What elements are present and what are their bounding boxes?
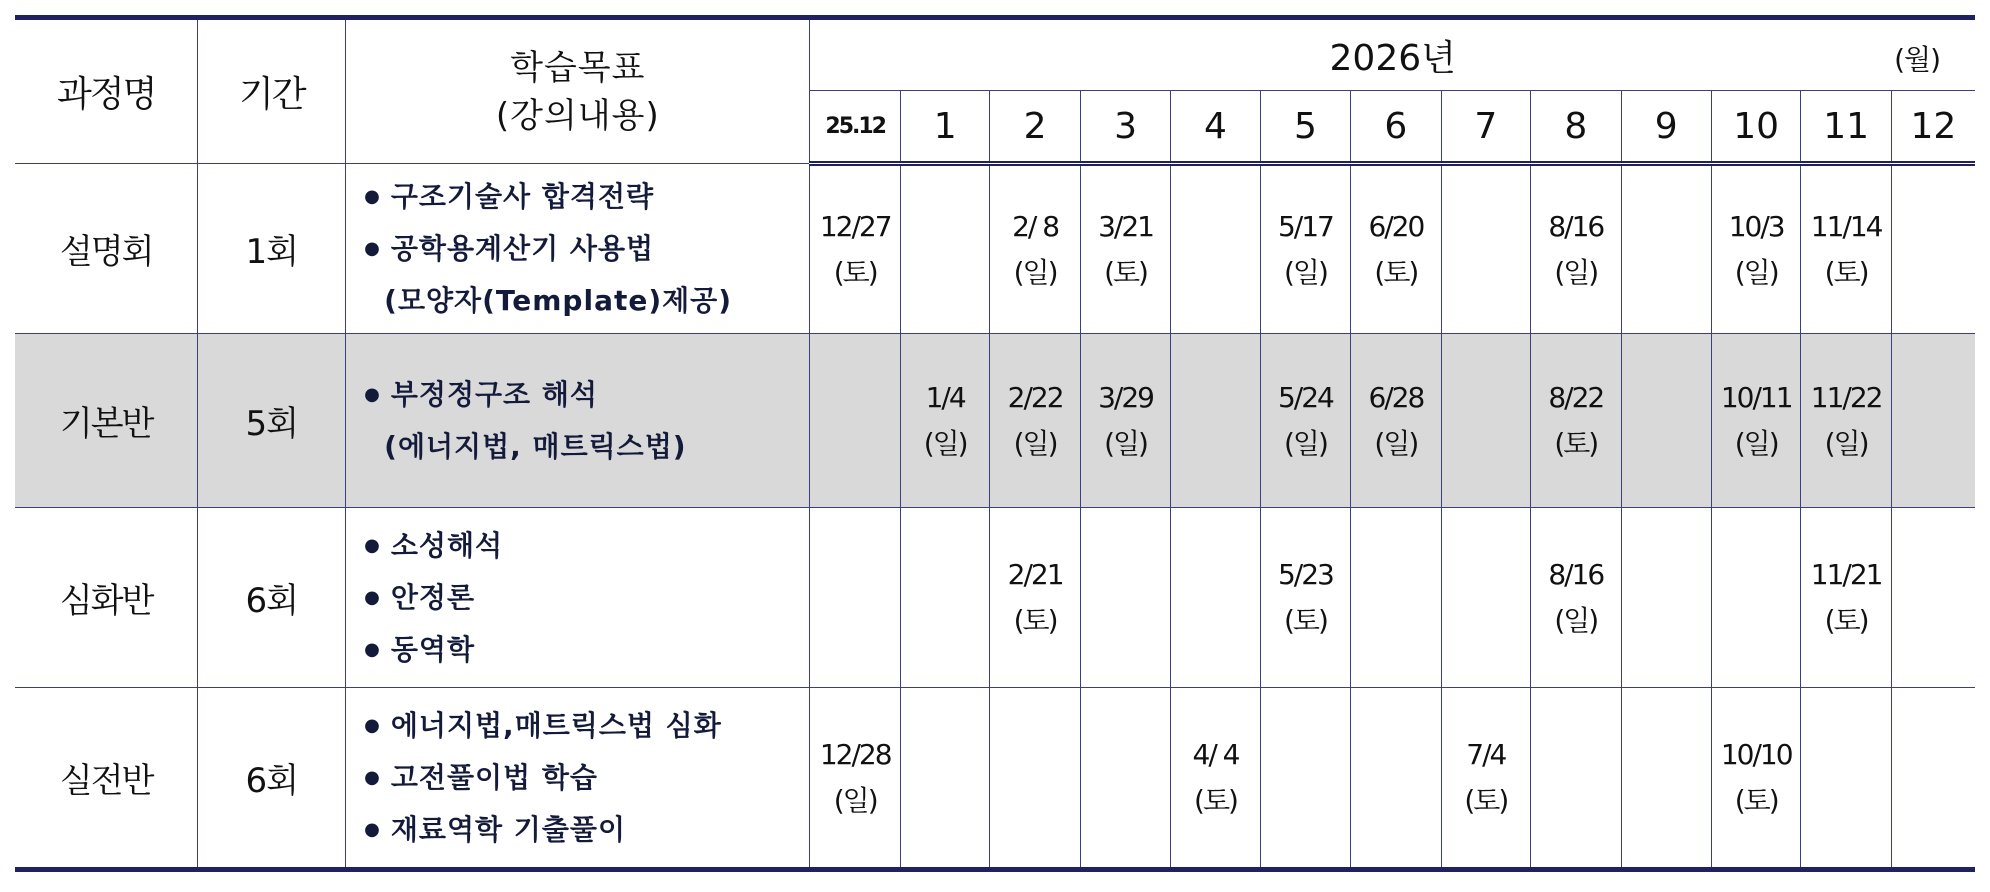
session-date: 6/28 bbox=[1368, 380, 1424, 414]
course-schedule-table bbox=[15, 15, 1975, 872]
session-date-cell bbox=[1801, 334, 1891, 508]
session-date-cell bbox=[1621, 508, 1711, 688]
session-date-cell bbox=[1531, 508, 1621, 688]
goal-text: 공학용계산기 사용법 bbox=[390, 231, 655, 265]
learning-goals-cell bbox=[346, 688, 810, 870]
goal-text: 고전풀이법 학습 bbox=[390, 760, 598, 794]
session-date: 10/10 bbox=[1720, 737, 1792, 771]
learning-goal-subtitle: (강의내용) bbox=[495, 95, 660, 136]
session-date-cell bbox=[1080, 164, 1170, 334]
session-weekday: (토) bbox=[1464, 783, 1508, 817]
session-date: 5/24 bbox=[1277, 380, 1333, 414]
session-date: 2/22 bbox=[1007, 380, 1063, 414]
month-header-cell: 9 bbox=[1621, 91, 1711, 164]
session-date-cell bbox=[1801, 508, 1891, 688]
month-header-cell: 6 bbox=[1351, 91, 1441, 164]
session-date-cell bbox=[1711, 164, 1800, 334]
session-date: 12/28 bbox=[819, 737, 891, 771]
session-date: 11/21 bbox=[1810, 557, 1882, 591]
session-date: 4/ 4 bbox=[1192, 737, 1239, 771]
goal-text: (에너지법, 매트릭스법) bbox=[384, 429, 687, 463]
session-weekday: (토) bbox=[1283, 603, 1327, 637]
session-weekday: (토) bbox=[1013, 603, 1057, 637]
session-date-cell bbox=[1441, 164, 1530, 334]
session-date-cell bbox=[1711, 508, 1800, 688]
session-weekday: (일) bbox=[1374, 426, 1418, 460]
session-date-cell bbox=[900, 508, 989, 688]
course-row bbox=[15, 688, 1975, 870]
session-date-cell bbox=[1171, 508, 1260, 688]
session-date: 11/22 bbox=[1810, 380, 1882, 414]
session-date-cell bbox=[1441, 688, 1530, 870]
session-weekday: (토) bbox=[1104, 255, 1147, 289]
bullet-icon: ● bbox=[364, 638, 381, 660]
session-date-cell bbox=[1621, 164, 1711, 334]
goal-item bbox=[364, 171, 809, 223]
period-cell: 6회 bbox=[198, 508, 346, 688]
session-date: 8/16 bbox=[1548, 209, 1604, 243]
session-weekday: (토) bbox=[1374, 255, 1418, 289]
bullet-icon: ● bbox=[364, 818, 381, 840]
session-weekday: (일) bbox=[1104, 426, 1147, 460]
session-date-cell bbox=[1891, 508, 1975, 688]
session-date-cell bbox=[810, 164, 900, 334]
goal-text: 안정론 bbox=[390, 580, 476, 614]
session-date-cell bbox=[1621, 334, 1711, 508]
session-date: 10/3 bbox=[1728, 209, 1784, 243]
period-cell: 1회 bbox=[198, 164, 346, 334]
month-header-cell: 12 bbox=[1891, 91, 1975, 164]
session-weekday: (일) bbox=[1734, 255, 1778, 289]
goal-item bbox=[364, 700, 809, 752]
month-header-cell: 7 bbox=[1441, 91, 1530, 164]
learning-goal-title: 학습목표 bbox=[510, 47, 646, 88]
goal-text: 동역학 bbox=[390, 632, 476, 666]
goal-item bbox=[364, 369, 809, 421]
course-row bbox=[15, 164, 1975, 334]
goal-item bbox=[364, 572, 809, 624]
month-header-cell: 8 bbox=[1531, 91, 1621, 164]
session-date: 5/17 bbox=[1277, 209, 1333, 243]
session-date: 6/20 bbox=[1368, 209, 1424, 243]
session-date-cell bbox=[1441, 508, 1530, 688]
goal-text: (모양자(Template)제공) bbox=[384, 283, 733, 317]
goal-text: 소성해석 bbox=[390, 528, 504, 562]
session-date: 5/23 bbox=[1277, 557, 1333, 591]
session-weekday: (일) bbox=[1013, 255, 1057, 289]
course-name-header: 과정명 bbox=[15, 18, 198, 164]
goal-item bbox=[364, 275, 809, 327]
session-date-cell bbox=[990, 164, 1080, 334]
month-header-cell: 3 bbox=[1080, 91, 1170, 164]
goal-text: 구조기술사 합격전략 bbox=[390, 179, 655, 213]
session-date-cell bbox=[810, 688, 900, 870]
goal-text: 재료역학 기출풀이 bbox=[390, 812, 626, 846]
session-date-cell bbox=[1711, 334, 1800, 508]
session-weekday: (일) bbox=[1283, 255, 1327, 289]
session-date-cell bbox=[1711, 688, 1800, 870]
session-date-cell bbox=[1891, 334, 1975, 508]
period-header: 기간 bbox=[198, 18, 346, 164]
session-date-cell bbox=[1171, 334, 1260, 508]
month-header-cell: 2 bbox=[990, 91, 1080, 164]
learning-goals-cell bbox=[346, 164, 810, 334]
session-date: 3/21 bbox=[1098, 209, 1153, 243]
bullet-icon: ● bbox=[364, 237, 381, 259]
bullet-icon: ● bbox=[364, 534, 381, 556]
session-date: 12/27 bbox=[819, 209, 891, 243]
session-date-cell bbox=[1531, 688, 1621, 870]
course-name-cell: 실전반 bbox=[15, 688, 198, 870]
session-date-cell bbox=[900, 688, 989, 870]
goal-item bbox=[364, 752, 809, 804]
learning-goal-header bbox=[346, 18, 810, 164]
goal-text: 에너지법,매트릭스법 심화 bbox=[390, 708, 722, 742]
session-date-cell bbox=[1260, 164, 1350, 334]
session-date: 2/ 8 bbox=[1012, 209, 1059, 243]
month-header-cell: 11 bbox=[1801, 91, 1891, 164]
session-weekday: (토) bbox=[1824, 255, 1868, 289]
session-weekday: (일) bbox=[1824, 426, 1868, 460]
session-weekday: (일) bbox=[1283, 426, 1327, 460]
session-date: 8/16 bbox=[1548, 557, 1604, 591]
session-date: 3/29 bbox=[1098, 380, 1153, 414]
session-weekday: (일) bbox=[1554, 255, 1598, 289]
course-name-cell: 심화반 bbox=[15, 508, 198, 688]
session-date: 8/22 bbox=[1548, 380, 1604, 414]
session-date-cell bbox=[990, 508, 1080, 688]
session-date-cell bbox=[1351, 164, 1441, 334]
goal-item bbox=[364, 804, 809, 856]
session-date-cell bbox=[1891, 164, 1975, 334]
year-label: 2026년 bbox=[1329, 37, 1456, 79]
goal-item bbox=[364, 624, 809, 676]
goal-item bbox=[364, 223, 809, 275]
session-date-cell bbox=[1351, 508, 1441, 688]
course-row bbox=[15, 334, 1975, 508]
bullet-icon: ● bbox=[364, 766, 381, 788]
session-date-cell bbox=[1080, 508, 1170, 688]
session-date: 10/11 bbox=[1720, 380, 1792, 414]
session-date-cell bbox=[810, 508, 900, 688]
session-weekday: (일) bbox=[1013, 426, 1057, 460]
session-date-cell bbox=[810, 334, 900, 508]
month-header-cell: 1 bbox=[900, 91, 989, 164]
session-date-cell bbox=[1080, 688, 1170, 870]
learning-goals-cell bbox=[346, 508, 810, 688]
schedule-body bbox=[15, 164, 1975, 870]
session-weekday: (토) bbox=[1734, 783, 1778, 817]
session-date-cell bbox=[1441, 334, 1530, 508]
month-header-cell: 25.12 bbox=[810, 91, 900, 164]
session-date: 2/21 bbox=[1007, 557, 1063, 591]
bullet-icon: ● bbox=[364, 586, 381, 608]
course-row bbox=[15, 508, 1975, 688]
session-date-cell bbox=[1260, 334, 1350, 508]
session-weekday: (일) bbox=[923, 426, 967, 460]
session-weekday: (토) bbox=[833, 255, 877, 289]
bullet-icon: ● bbox=[364, 714, 381, 736]
period-cell: 5회 bbox=[198, 334, 346, 508]
course-name-cell: 기본반 bbox=[15, 334, 198, 508]
month-header-cell: 4 bbox=[1171, 91, 1260, 164]
session-weekday: (토) bbox=[1194, 783, 1237, 817]
session-date-cell bbox=[1801, 164, 1891, 334]
goal-text: 부정정구조 해석 bbox=[390, 377, 598, 411]
month-header-cell: 10 bbox=[1711, 91, 1800, 164]
bullet-icon: ● bbox=[364, 185, 381, 207]
session-date-cell bbox=[1351, 334, 1441, 508]
goal-item bbox=[364, 421, 809, 473]
period-cell: 6회 bbox=[198, 688, 346, 870]
course-name-cell: 설명회 bbox=[15, 164, 198, 334]
header-row-top bbox=[15, 18, 1975, 91]
session-date-cell bbox=[1801, 688, 1891, 870]
session-weekday: (일) bbox=[833, 783, 877, 817]
session-weekday: (일) bbox=[1734, 426, 1778, 460]
session-date-cell bbox=[1171, 688, 1260, 870]
year-header bbox=[810, 18, 1975, 91]
session-date-cell bbox=[900, 164, 989, 334]
session-weekday: (일) bbox=[1554, 603, 1598, 637]
session-weekday: (토) bbox=[1824, 603, 1868, 637]
session-date: 1/4 bbox=[925, 380, 965, 414]
session-date-cell bbox=[1531, 334, 1621, 508]
session-date-cell bbox=[990, 334, 1080, 508]
bullet-icon: ● bbox=[364, 383, 381, 405]
session-date-cell bbox=[1531, 164, 1621, 334]
session-date-cell bbox=[1260, 508, 1350, 688]
learning-goals-cell bbox=[346, 334, 810, 508]
session-date-cell bbox=[1171, 164, 1260, 334]
session-date-cell bbox=[1080, 334, 1170, 508]
schedule-frame bbox=[15, 15, 1975, 872]
month-unit-label: (월) bbox=[1894, 43, 1940, 76]
session-weekday: (토) bbox=[1554, 426, 1598, 460]
session-date: 11/14 bbox=[1810, 209, 1882, 243]
session-date-cell bbox=[990, 688, 1080, 870]
session-date-cell bbox=[900, 334, 989, 508]
session-date-cell bbox=[1621, 688, 1711, 870]
month-header-cell: 5 bbox=[1260, 91, 1350, 164]
session-date: 7/4 bbox=[1466, 737, 1506, 771]
session-date-cell bbox=[1260, 688, 1350, 870]
session-date-cell bbox=[1351, 688, 1441, 870]
session-date-cell bbox=[1891, 688, 1975, 870]
goal-item bbox=[364, 520, 809, 572]
